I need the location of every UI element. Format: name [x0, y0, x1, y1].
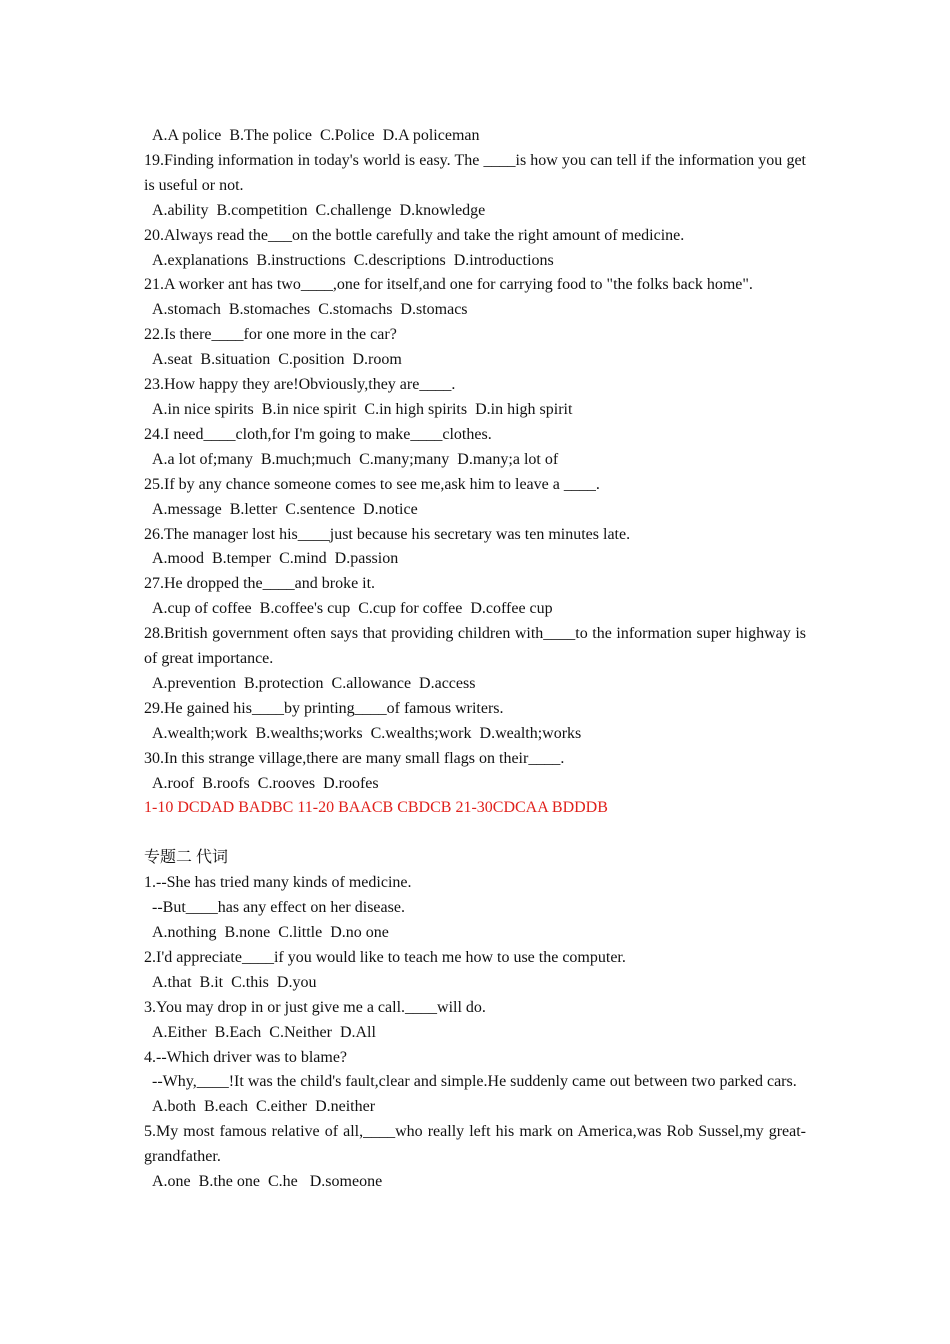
p2-stem: 2.I'd appreciate____if you would like to teach me how to use the computer.	[144, 948, 626, 966]
q21-options: A.stomach B.stomaches C.stomachs D.stomacs	[152, 301, 468, 319]
q27-options: A.cup of coffee B.coffee's cup C.cup for coffee D.coffee cup	[152, 600, 553, 618]
q26-stem: 26.The manager lost his____just because his secretary was ten minutes late.	[144, 525, 631, 543]
section-heading: 专题二 代词	[144, 849, 229, 867]
p5-options: A.one B.the one C.he D.someone	[152, 1173, 383, 1191]
p4-stem: 4.--Which driver was to blame?	[144, 1048, 348, 1066]
q28-stem: 28.British government often says that providing children with____to the information super highway is of great importance.	[144, 625, 806, 668]
spacer	[144, 821, 806, 846]
q26-options: A.mood B.temper C.mind D.passion	[152, 550, 399, 568]
q20-stem: 20.Always read the___on the bottle carefully and take the right amount of medicine.	[144, 226, 685, 244]
q19-stem: 19.Finding information in today's world is easy. The ____is how you can tell if the information you get is useful or not.	[144, 151, 806, 194]
q22-options: A.seat B.situation C.position D.room	[152, 351, 402, 369]
q24-stem: 24.I need____cloth,for I'm going to make____clothes.	[144, 425, 492, 443]
q25-stem: 25.If by any chance someone comes to see me,ask him to leave a ____.	[144, 475, 600, 493]
q22-stem: 22.Is there____for one more in the car?	[144, 326, 397, 344]
document-page	[144, 124, 806, 1195]
q19-options: A.ability B.competition C.challenge D.knowledge	[152, 201, 486, 219]
q27-stem: 27.He dropped the____and broke it.	[144, 575, 376, 593]
q23-stem: 23.How happy they are!Obviously,they are____.	[144, 376, 456, 394]
p1-reply: --But____has any effect on her disease.	[152, 899, 405, 917]
q28-options: A.prevention B.protection C.allowance D.access	[152, 674, 476, 692]
q18-options: A.A police B.The police C.Police D.A policeman	[152, 127, 480, 144]
q30-options: A.roof B.roofs C.rooves D.roofes	[152, 774, 379, 792]
p2-options: A.that B.it C.this D.you	[152, 973, 317, 991]
q29-stem: 29.He gained his____by printing____of famous writers.	[144, 699, 504, 717]
p3-stem: 3.You may drop in or just give me a call.____will do.	[144, 998, 486, 1016]
p1-stem: 1.--She has tried many kinds of medicine.	[144, 874, 412, 892]
p1-options: A.nothing B.none C.little D.no one	[152, 923, 389, 941]
answer-key: 1-10 DCDAD BADBC 11-20 BAACB CBDCB 21-30CDCAA BDDDB	[144, 799, 608, 817]
q24-options: A.a lot of;many B.much;much C.many;many D.many;a lot of	[152, 450, 559, 468]
q20-options: A.explanations B.instructions C.descriptions D.introductions	[152, 251, 554, 269]
p5-stem: 5.My most famous relative of all,____who really left his mark on America,was Rob Sussel,my great-grandfather.	[144, 1123, 806, 1166]
p4-reply: --Why,____!It was the child's fault,clear and simple.He suddenly came out between two parked cars.	[152, 1073, 797, 1091]
q29-options: A.wealth;work B.wealths;works C.wealths;work D.wealth;works	[152, 724, 582, 742]
q23-options: A.in nice spirits B.in nice spirit C.in high spirits D.in high spirit	[152, 400, 573, 418]
p4-options: A.both B.each C.either D.neither	[152, 1098, 376, 1116]
q25-options: A.message B.letter C.sentence D.notice	[152, 500, 418, 518]
p3-options: A.Either B.Each C.Neither D.All	[152, 1023, 376, 1041]
q21-stem: 21.A worker ant has two____,one for itself,and one for carrying food to "the folks back home".	[144, 276, 753, 294]
q30-stem: 30.In this strange village,there are many small flags on their____.	[144, 749, 565, 767]
